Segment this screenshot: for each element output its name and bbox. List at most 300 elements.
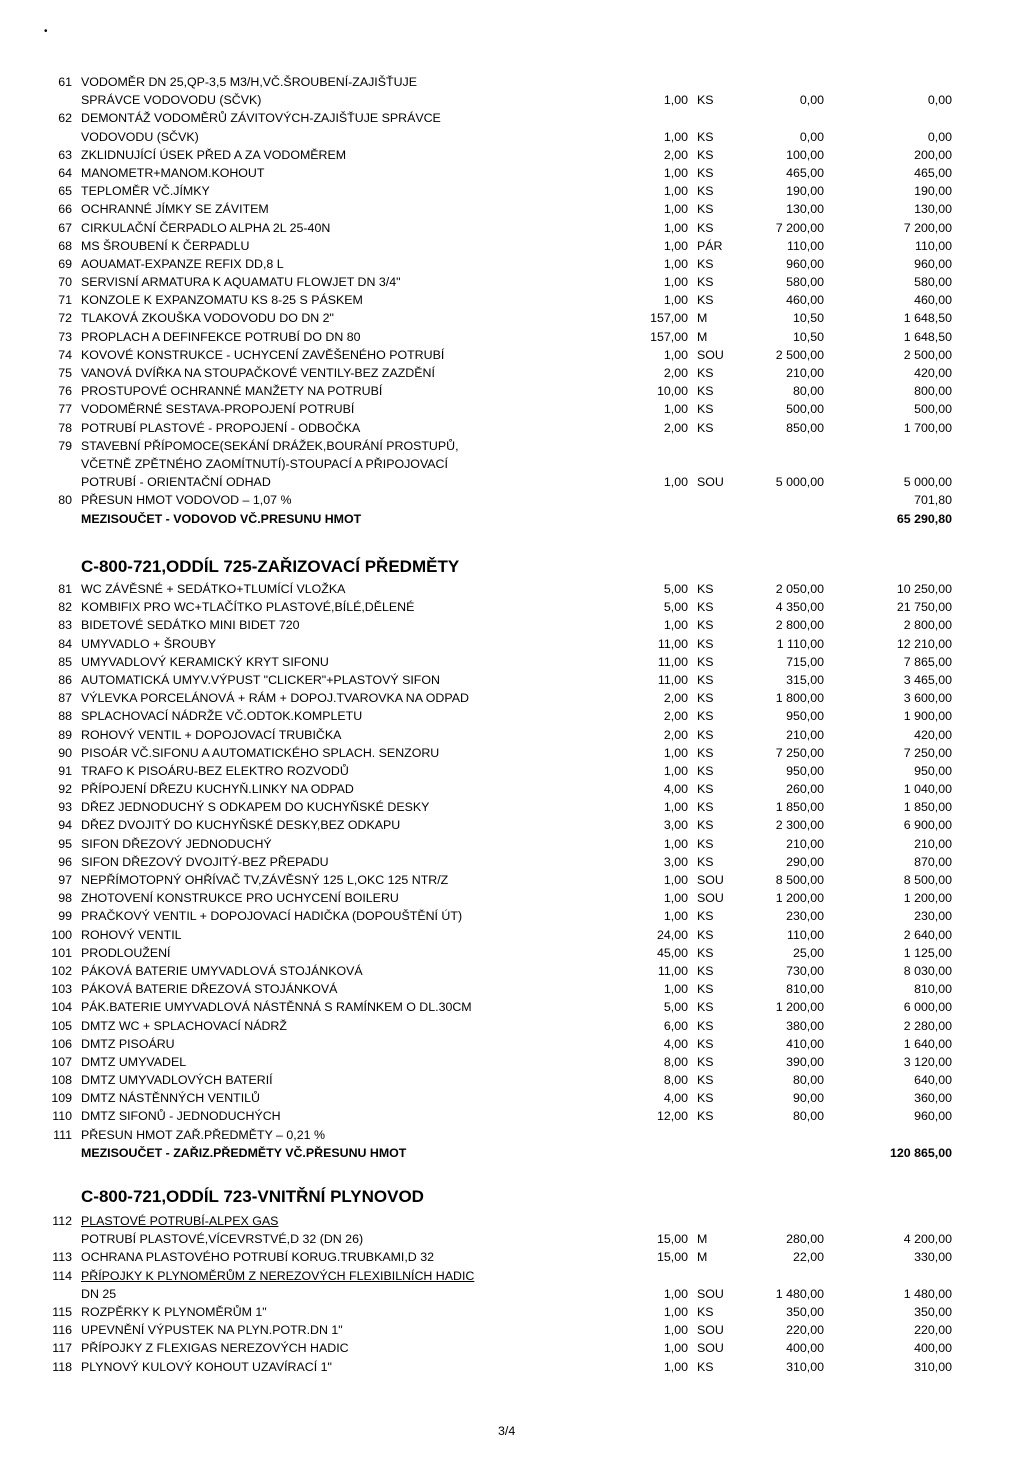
item-total: 2 640,00 — [903, 927, 952, 942]
item-number: 74 — [58, 347, 72, 362]
item-description: PÁKOVÁ BATERIE DŘEZOVÁ STOJÁNKOVÁ — [81, 982, 338, 997]
item-unit-price: 230,00 — [786, 909, 824, 924]
item-description: PŘESUN HMOT VODOVOD – 1,07 % — [81, 493, 292, 508]
item-unit-price: 0,00 — [799, 129, 824, 144]
item-unit: KS — [697, 184, 714, 199]
item-description: AOUAMAT-EXPANZE REFIX DD,8 L — [81, 256, 284, 271]
item-quantity: 15,00 — [656, 1232, 688, 1247]
table-row — [0, 1339, 1024, 1357]
item-total: 1 648,50 — [903, 311, 952, 326]
item-number: 97 — [58, 873, 72, 887]
item-unit-price: 10,50 — [792, 311, 824, 326]
table-row — [0, 889, 1024, 907]
table-row — [0, 237, 1024, 255]
item-quantity: 1,00 — [663, 982, 688, 997]
item-unit: KS — [697, 600, 714, 615]
item-description: PROPLACH A DEFINFEKCE POTRUBÍ DO DN 80 — [81, 329, 361, 344]
item-total: 420,00 — [914, 366, 952, 380]
item-unit-price: 110,00 — [787, 238, 824, 253]
item-description: POTRUBÍ - ORIENTAČNÍ ODHAD — [81, 475, 271, 490]
item-unit: KS — [697, 618, 714, 633]
item-unit-price: 850,00 — [786, 420, 824, 435]
item-unit: KS — [697, 402, 714, 417]
item-unit-price: 1 800,00 — [775, 691, 824, 706]
item-description: PŘÍPOJKY K PLYNOMĚRŮM Z NEREZOVÝCH FLEXIBILNÍCH HADIC — [81, 1268, 475, 1283]
item-quantity: 1,00 — [663, 93, 688, 108]
item-quantity: 1,00 — [663, 129, 688, 144]
item-unit-price: 220,00 — [786, 1323, 824, 1338]
item-description: POTRUBÍ PLASTOVÉ,VÍCEVRSTVÉ,D 32 (DN 26) — [81, 1232, 364, 1247]
item-number: 69 — [58, 256, 72, 271]
table-row — [0, 419, 1024, 437]
item-number: 81 — [58, 582, 72, 596]
item-unit-price: 950,00 — [786, 709, 824, 724]
item-total: 1 125,00 — [903, 945, 952, 960]
table-row — [0, 1107, 1024, 1125]
item-total: 1 040,00 — [903, 782, 952, 797]
item-unit: KS — [697, 1036, 714, 1051]
item-unit: KS — [697, 909, 714, 924]
item-description: OCHRANNÉ JÍMKY SE ZÁVITEM — [81, 202, 269, 217]
item-description: DMTZ WC + SPLACHOVACÍ NÁDRŽ — [81, 1018, 287, 1033]
item-total: 1 480,00 — [903, 1286, 952, 1301]
item-unit-price: 1 480,00 — [775, 1286, 824, 1301]
table-row — [0, 816, 1024, 834]
item-description: PRODLOUŽENÍ — [81, 945, 171, 960]
item-unit-price: 715,00 — [786, 654, 824, 669]
item-total: 3 465,00 — [903, 672, 952, 687]
item-number: 106 — [51, 1036, 72, 1051]
item-description: KONZOLE K EXPANZOMATU KS 8-25 S PÁSKEM — [81, 293, 363, 308]
item-unit-price: 80,00 — [792, 384, 824, 399]
item-number: 82 — [58, 600, 72, 615]
item-number: 105 — [51, 1018, 72, 1033]
item-unit-price: 100,00 — [786, 147, 824, 162]
table-row — [0, 744, 1024, 762]
item-quantity: 1,00 — [663, 891, 688, 906]
item-unit-price: 810,00 — [786, 982, 824, 997]
table-row — [0, 1230, 1024, 1248]
table-row — [0, 853, 1024, 871]
item-quantity: 2,00 — [663, 366, 688, 380]
fixtures-items-block — [0, 580, 1024, 1162]
item-total: 400,00 — [914, 1341, 952, 1356]
item-quantity: 157,00 — [650, 311, 688, 326]
item-quantity: 2,00 — [663, 691, 688, 706]
item-number: 104 — [51, 1000, 72, 1015]
item-total: 12 210,00 — [896, 636, 952, 651]
item-description: SERVISNÍ ARMATURA K AQUAMATU FLOWJET DN 3/4" — [81, 275, 401, 290]
item-description: VÝLEVKA PORCELÁNOVÁ + RÁM + DOPOJ.TVAROVKA NA ODPAD — [81, 691, 469, 706]
item-total: 460,00 — [914, 293, 952, 308]
item-description: PRAČKOVÝ VENTIL + DOPOJOVACÍ HADIČKA (DOPOUŠTĚNÍ ÚT) — [81, 909, 463, 924]
item-total: 2 280,00 — [903, 1018, 952, 1033]
item-unit: KS — [697, 1109, 714, 1124]
table-row — [0, 1285, 1024, 1303]
item-number: 100 — [51, 927, 72, 942]
table-row — [0, 91, 1024, 109]
item-total: 130,00 — [914, 202, 952, 217]
table-row — [0, 346, 1024, 364]
item-unit: KS — [697, 963, 714, 978]
item-number: 111 — [53, 1127, 72, 1142]
item-description: DEMONTÁŽ VODOMĚRŮ ZÁVITOVÝCH-ZAJIŠŤUJE SPRÁVCE — [81, 111, 441, 126]
item-unit: KS — [697, 982, 714, 997]
item-description: SIFON DŘEZOVÝ DVOJITÝ-BEZ PŘEPADU — [81, 854, 329, 869]
item-quantity: 1,00 — [663, 256, 688, 271]
item-quantity: 4,00 — [663, 1036, 688, 1051]
item-description: WC ZÁVĚSNÉ + SEDÁTKO+TLUMÍCÍ VLOŽKA — [81, 582, 346, 596]
item-quantity: 11,00 — [657, 672, 688, 687]
item-description: KOMBIFIX PRO WC+TLAČÍTKO PLASTOVÉ,BÍLÉ,DĚLENÉ — [81, 600, 415, 615]
item-number: 80 — [58, 493, 72, 508]
item-quantity: 1,00 — [663, 184, 688, 199]
item-unit: SOU — [697, 873, 724, 887]
item-number: 79 — [58, 438, 72, 453]
table-row — [0, 726, 1024, 744]
item-unit-price: 950,00 — [786, 763, 824, 778]
item-unit-price: 210,00 — [786, 836, 824, 851]
item-quantity: 8,00 — [663, 1054, 688, 1069]
item-total: 950,00 — [914, 763, 952, 778]
item-quantity: 1,00 — [663, 909, 688, 924]
item-quantity: 2,00 — [663, 147, 688, 162]
table-row — [0, 689, 1024, 707]
item-description: STAVEBNÍ PŘÍPOMOCE(SEKÁNÍ DRÁŽEK,BOURÁNÍ PROSTUPŮ, — [81, 438, 459, 453]
item-quantity: 1,00 — [663, 1323, 688, 1338]
item-total: 0,00 — [927, 93, 952, 108]
item-unit: KS — [697, 275, 714, 290]
item-unit-price: 5 000,00 — [775, 475, 824, 490]
item-total: 10 250,00 — [896, 582, 952, 596]
item-unit: KS — [697, 1073, 714, 1088]
table-row — [0, 1267, 1024, 1285]
item-number: 116 — [52, 1323, 72, 1338]
item-total: 2 800,00 — [903, 618, 952, 633]
item-number: 107 — [51, 1054, 72, 1069]
item-description: ZHOTOVENÍ KONSTRUKCE PRO UCHYCENÍ BOILERU — [81, 891, 399, 906]
item-unit: KS — [697, 1000, 714, 1015]
item-unit-price: 7 250,00 — [775, 745, 824, 760]
item-number: 98 — [58, 891, 72, 906]
item-unit: KS — [697, 220, 714, 235]
item-number: 76 — [58, 384, 72, 399]
item-unit: KS — [697, 582, 714, 596]
table-row — [0, 200, 1024, 218]
item-unit: KS — [697, 854, 714, 869]
item-total: 500,00 — [914, 402, 952, 417]
item-unit-price: 390,00 — [786, 1054, 824, 1069]
item-total: 701,80 — [914, 493, 952, 508]
item-unit: KS — [697, 384, 714, 399]
item-total: 200,00 — [914, 147, 952, 162]
item-unit: M — [697, 1250, 708, 1265]
item-description: UMYVADLO + ŠROUBY — [81, 636, 217, 651]
item-total: 8 030,00 — [903, 963, 952, 978]
item-unit: SOU — [697, 891, 724, 906]
item-total: 5 000,00 — [903, 475, 952, 490]
table-row — [0, 182, 1024, 200]
item-total: 360,00 — [914, 1091, 952, 1106]
item-description: DMTZ UMYVADLOVÝCH BATERIÍ — [81, 1073, 273, 1088]
table-row — [0, 1212, 1024, 1230]
item-unit: KS — [697, 1018, 714, 1033]
item-unit-price: 960,00 — [786, 256, 824, 271]
item-number: 71 — [58, 293, 72, 308]
item-total: 6 000,00 — [903, 1000, 952, 1015]
item-description: VODOVODU (SČVK) — [81, 129, 199, 144]
item-quantity: 1,00 — [663, 763, 688, 778]
item-quantity: 1,00 — [663, 475, 688, 490]
item-unit: KS — [697, 654, 714, 669]
table-row — [0, 510, 1024, 528]
table-row — [0, 128, 1024, 146]
item-number: 63 — [58, 147, 72, 162]
item-quantity: 1,00 — [663, 202, 688, 217]
item-unit: KS — [697, 672, 714, 687]
item-unit-price: 1 850,00 — [775, 800, 824, 815]
item-number: 75 — [58, 366, 72, 380]
table-row — [0, 1248, 1024, 1266]
item-quantity: 24,00 — [656, 927, 688, 942]
item-unit: KS — [697, 93, 714, 108]
item-number: 101 — [51, 945, 72, 960]
item-description: PISOÁR VČ.SIFONU A AUTOMATICKÉHO SPLACH. SENZORU — [81, 745, 440, 760]
item-unit: KS — [697, 800, 714, 815]
item-number: 85 — [58, 654, 72, 669]
item-unit-price: 210,00 — [786, 727, 824, 742]
item-description: DMTZ PISOÁRU — [81, 1036, 175, 1051]
item-number: 67 — [58, 220, 72, 235]
item-number: 103 — [51, 982, 72, 997]
item-description: DMTZ UMYVADEL — [81, 1054, 187, 1069]
table-row — [0, 328, 1024, 346]
item-description: TLAKOVÁ ZKOUŠKA VODOVODU DO DN 2" — [81, 311, 334, 326]
item-quantity: 5,00 — [663, 1000, 688, 1015]
table-row — [0, 491, 1024, 509]
item-number: 90 — [58, 745, 72, 760]
item-description: DŘEZ JEDNODUCHÝ S ODKAPEM DO KUCHYŇSKÉ DESKY — [81, 800, 430, 815]
table-row — [0, 944, 1024, 962]
item-unit-price: 290,00 — [786, 854, 824, 869]
item-quantity: 10,00 — [656, 384, 688, 399]
table-row — [0, 835, 1024, 853]
item-description: ZKLIDNUJÍCÍ ÚSEK PŘED A ZA VODOMĚREM — [81, 147, 347, 162]
item-quantity: 4,00 — [663, 1091, 688, 1106]
item-unit: M — [697, 329, 708, 344]
item-total: 7 250,00 — [903, 745, 952, 760]
item-description: PŘÍPOJKY Z FLEXIGAS NEREZOVÝCH HADIC — [81, 1341, 349, 1356]
item-total: 3 120,00 — [903, 1054, 952, 1069]
table-row — [0, 1321, 1024, 1339]
item-description: AUTOMATICKÁ UMYV.VÝPUST "CLICKER"+PLASTOVÝ SIFON — [81, 672, 440, 687]
table-row — [0, 962, 1024, 980]
item-description: SPLACHOVACÍ NÁDRŽE VČ.ODTOK.KOMPLETU — [81, 709, 363, 724]
item-quantity: 1,00 — [663, 1359, 688, 1374]
item-quantity: 1,00 — [663, 275, 688, 290]
item-number: 112 — [52, 1214, 72, 1228]
item-total: 190,00 — [914, 184, 952, 199]
item-unit-price: 500,00 — [786, 402, 824, 417]
item-unit: SOU — [697, 347, 724, 362]
item-unit: KS — [697, 256, 714, 271]
item-unit-price: 130,00 — [786, 202, 824, 217]
item-quantity: 2,00 — [663, 709, 688, 724]
item-description: VČETNĚ ZPĚTNÉHO ZAOMÍTNUTÍ)-STOUPACÍ A PŘIPOJOVACÍ — [81, 456, 448, 471]
item-total: 1 700,00 — [903, 420, 952, 435]
item-unit-price: 1 110,00 — [776, 636, 824, 651]
table-row — [0, 1144, 1024, 1162]
item-total: 220,00 — [914, 1323, 952, 1338]
item-description: DŘEZ DVOJITÝ DO KUCHYŇSKÉ DESKY,BEZ ODKAPU — [81, 818, 401, 833]
item-total: 330,00 — [914, 1250, 952, 1265]
item-unit-price: 90,00 — [792, 1091, 824, 1106]
item-number: 61 — [58, 75, 72, 89]
item-unit-price: 25,00 — [792, 945, 824, 960]
item-description: ROHOVÝ VENTIL — [81, 927, 182, 942]
item-quantity: 45,00 — [656, 945, 688, 960]
item-number: 102 — [51, 963, 72, 978]
item-number: 83 — [58, 618, 72, 633]
item-quantity: 1,00 — [663, 1286, 688, 1301]
item-unit-price: 465,00 — [786, 165, 824, 180]
item-number: 96 — [58, 854, 72, 869]
item-number: 66 — [58, 202, 72, 217]
table-row — [0, 1303, 1024, 1321]
item-quantity: 6,00 — [663, 1018, 688, 1033]
item-description: UMYVADLOVÝ KERAMICKÝ KRYT SIFONU — [81, 654, 329, 669]
item-total: 21 750,00 — [896, 600, 952, 615]
item-unit-price: 380,00 — [786, 1018, 824, 1033]
item-description: PŘÍPOJENÍ DŘEZU KUCHYŇ.LINKY NA ODPAD — [81, 782, 354, 797]
item-number: 114 — [52, 1268, 72, 1283]
item-unit: KS — [697, 782, 714, 797]
item-description: OCHRANA PLASTOVÉHO POTRUBÍ KORUG.TRUBKAMI,D 32 — [81, 1250, 434, 1265]
item-unit-price: 2 800,00 — [775, 618, 824, 633]
item-quantity: 1,00 — [663, 873, 688, 887]
item-quantity: 3,00 — [663, 854, 688, 869]
item-description: DN 25 — [81, 1286, 117, 1301]
item-number: 65 — [58, 184, 72, 199]
table-row — [0, 671, 1024, 689]
item-description: VODOMĚRNÉ SESTAVA-PROPOJENÍ POTRUBÍ — [81, 402, 355, 417]
item-quantity: 1,00 — [663, 238, 688, 253]
item-unit: KS — [697, 1304, 714, 1319]
item-total: 465,00 — [914, 165, 952, 180]
item-total: 7 865,00 — [903, 654, 952, 669]
item-unit: KS — [697, 745, 714, 760]
page-number: 3/4 — [498, 1424, 516, 1438]
item-unit: KS — [697, 691, 714, 706]
item-unit: SOU — [697, 1341, 724, 1356]
item-unit: KS — [697, 165, 714, 180]
table-row — [0, 1071, 1024, 1089]
table-row — [0, 437, 1024, 455]
item-unit-price: 10,50 — [792, 329, 824, 344]
table-row — [0, 382, 1024, 400]
item-quantity: 1,00 — [663, 402, 688, 417]
item-unit: KS — [697, 202, 714, 217]
item-unit: PÁR — [697, 238, 723, 253]
item-description: CIRKULAČNÍ ČERPADLO ALPHA 2L 25-40N — [81, 220, 331, 235]
table-row — [0, 109, 1024, 127]
table-row — [0, 762, 1024, 780]
item-description: BIDETOVÉ SEDÁTKO MINI BIDET 720 — [81, 618, 300, 633]
item-number: 73 — [58, 329, 72, 344]
item-unit: KS — [697, 293, 714, 308]
table-row — [0, 146, 1024, 164]
item-total: 0,00 — [927, 129, 952, 144]
item-quantity: 1,00 — [663, 293, 688, 308]
item-unit: KS — [697, 945, 714, 960]
item-number: 68 — [58, 238, 72, 253]
item-number: 91 — [58, 763, 72, 778]
item-unit-price: 22,00 — [792, 1250, 824, 1265]
item-number: 88 — [58, 709, 72, 724]
table-row — [0, 1017, 1024, 1035]
item-unit: KS — [697, 636, 714, 651]
item-number: 109 — [51, 1091, 72, 1106]
item-total: 1 200,00 — [903, 891, 952, 906]
item-unit-price: 280,00 — [786, 1232, 824, 1247]
item-quantity: 157,00 — [650, 329, 688, 344]
item-unit: SOU — [697, 1286, 724, 1301]
item-description: PLYNOVÝ KULOVÝ KOHOUT UZAVÍRACÍ 1" — [81, 1359, 332, 1374]
table-row — [0, 635, 1024, 653]
item-quantity: 11,00 — [657, 636, 688, 651]
item-unit: KS — [697, 818, 714, 833]
item-unit: KS — [697, 1054, 714, 1069]
table-row — [0, 364, 1024, 382]
item-description: SPRÁVCE VODOVODU (SČVK) — [81, 93, 262, 108]
item-unit: KS — [697, 420, 714, 435]
item-unit-price: 8 500,00 — [775, 873, 824, 887]
item-description: ROZPĚRKY K PLYNOMĚRŮM 1" — [81, 1304, 267, 1319]
item-unit-price: 1 200,00 — [775, 1000, 824, 1015]
item-description: VANOVÁ DVÍŘKA NA STOUPAČKOVÉ VENTILY-BEZ ZAZDĚNÍ — [81, 366, 435, 380]
item-total: 8 500,00 — [903, 873, 952, 887]
item-unit: SOU — [697, 475, 724, 490]
item-total: 960,00 — [914, 1109, 952, 1124]
table-row — [0, 291, 1024, 309]
table-row — [0, 255, 1024, 273]
table-row — [0, 798, 1024, 816]
page-mark: • — [44, 26, 48, 37]
item-number: 99 — [58, 909, 72, 924]
item-quantity: 1,00 — [663, 347, 688, 362]
item-description: ROHOVÝ VENTIL + DOPOJOVACÍ TRUBIČKA — [81, 727, 342, 742]
item-total: 230,00 — [914, 909, 952, 924]
item-description: PÁK.BATERIE UMYVADLOVÁ NÁSTĚNNÁ S RAMÍNKEM O DL.30CM — [81, 1000, 472, 1015]
item-number: 78 — [58, 420, 72, 435]
item-unit: SOU — [697, 1323, 724, 1338]
table-row — [0, 998, 1024, 1016]
table-row — [0, 926, 1024, 944]
item-number: 95 — [58, 836, 72, 851]
item-number: 77 — [58, 402, 72, 417]
item-unit-price: 7 200,00 — [775, 220, 824, 235]
item-unit-price: 1 200,00 — [775, 891, 824, 906]
item-number: 92 — [58, 782, 72, 797]
item-number: 87 — [58, 691, 72, 706]
item-unit-price: 730,00 — [786, 963, 824, 978]
table-row — [0, 598, 1024, 616]
table-row — [0, 164, 1024, 182]
item-number: 72 — [58, 311, 72, 326]
item-unit: KS — [697, 1091, 714, 1106]
table-row — [0, 580, 1024, 598]
table-row — [0, 980, 1024, 998]
